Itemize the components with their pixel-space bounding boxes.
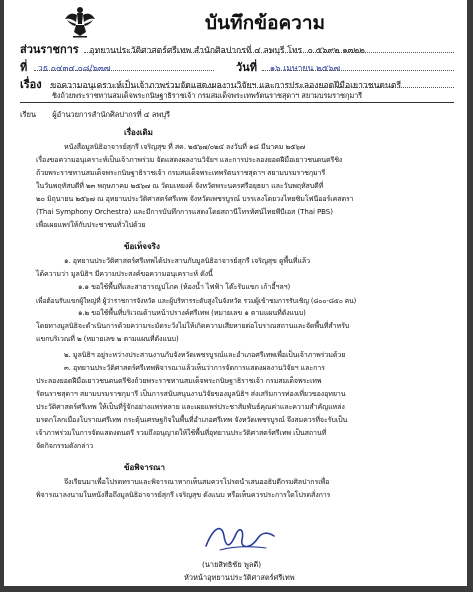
department-label: ส่วนราชการ: [20, 43, 79, 56]
reference-row: [20, 58, 110, 76]
subject-label: เรื่อง: [20, 78, 42, 91]
facts-line: แขกบริเวณที่ ๒ (หมายเลข ๒ ตามแผนที่ดังแนบ): [36, 334, 179, 343]
addressee-row: [20, 109, 170, 121]
origin-line: หนังสือมูลนิธิอาจารย์สุกรี เจริญสุข ที่ สค. ๒๕๖๗/๐๒๔ ลงวันที่ ๑๘ มีนาคม ๒๕๖๗: [64, 142, 305, 151]
origin-line: (Thai Symphony Orchestra) และมีการบันทึกการแสดงโดยสถานีโทรทัศน์ไทยพีบีเอส (Thai PBS): [36, 207, 333, 216]
facts-heading: ข้อเท็จจริง: [124, 242, 160, 251]
origin-line: เรื่องขอความอนุเคราะห์เป็นเจ้าภาพร่วม จัดแสดงผลงานวิจัยฯ และการประลองยอดฝีมือเยาวชนดนตรีชิง: [36, 155, 343, 164]
subject-dotline: [50, 87, 454, 88]
origin-line: เพื่อเผยแพร่ให้กับประชาชนทั่วไปด้วย: [36, 220, 146, 229]
facts-line: ๑. อุทยานประวัติศาสตร์ศรีเทพได้ประสานกับมูลนิธิอาจารย์สุกรี เจริญสุข ดูพื้นที่แล้ว: [64, 256, 310, 265]
signer-position: หัวหน้าอุทยานประวัติศาสตร์ศรีเทพ: [184, 573, 295, 582]
facts-line: ๑.๒ ขอใช้พื้นที่บริเวณด้านหน้าปรางค์ศรีเทพ (หมายเลข ๑ ตามแผนที่ดังแนบ): [78, 308, 306, 317]
department-value: อุทยานประวัติศาสตร์ศรีเทพ สำนักศิลปากรที่ ๔ ลพบุรี โทร. ๐ ๕๖๙๒ ๑๓๒๒: [89, 46, 365, 56]
origin-line: ในวันพฤหัสบดีที่ ๒๓ พฤษภาคม ๒๕๖๗ ณ วัดมเหยงค์ จังหวัดพระนครศรีอยุธยา และวันพฤหัสบดีที่: [36, 181, 324, 190]
viewer-frame-bottom: [0, 586, 473, 592]
viewer-frame-right: [467, 0, 473, 592]
addressee-label: เรียน: [20, 110, 36, 119]
facts-line: ๒. มูลนิธิฯ อยู่ระหว่างประสานงานกับจังหวัดเพชรบูรณ์และอำเภอศรีเทพเพื่อเป็นเจ้าภาพร่วมด้วย: [64, 350, 346, 359]
signer-name: (นายสิทธิชัย พูลดี): [202, 560, 262, 569]
subject-line-1: ขอความอนุเคราะห์เป็นเจ้าภาพร่วมจัดแสดงผลงานวิจัยฯ และการประลองยอดฝีมือเยาวชนดนตรี: [50, 81, 402, 91]
date-value: ๑๖ เมษายน ๒๕๖๗: [269, 64, 341, 74]
proposal-line: จึงเรียนมาเพื่อโปรดทราบและพิจารณาหากเห็นสมควรโปรดนำเสนออธิบดีกรมศิลปากรเพื่อ: [64, 477, 330, 486]
date-row: [236, 58, 340, 76]
garuda-emblem-icon: [64, 4, 96, 38]
date-label: วันที่: [236, 61, 257, 74]
subject-line-2: ชิงถ้วยพระราชทานสมเด็จพระกนิษฐาธิราชเจ้า กรมสมเด็จพระเทพรัตนราชสุดาฯ สยามบรมราชกุมารี: [52, 91, 363, 100]
origin-heading: เรื่องเดิม: [124, 128, 153, 137]
memo-title: บันทึกข้อความ: [205, 12, 326, 34]
facts-line: เจ้าภาพร่วมในการจัดแสดงดนตรี รวมถึงอนุญาตให้ใช้พื้นที่อุทยานประวัติศาสตร์ศรีเทพ เป็นสถานที่: [36, 428, 327, 437]
facts-line: เพื่อต้อนรับแขกผู้ใหญ่ที่ ผู้ว่าราชการจังหวัด และผู้บริหารระดับสูงในจังหวัด รวมผู้เข้าชมการรับเชิญ (๘๐๐-๘๕๐ คน): [36, 297, 357, 305]
facts-line: ๑.๑ ขอใช้พื้นที่และสาธารณูปโภค (ห้องน้ำ ไฟฟ้า โต๊ะรับแขก เก้าอี้ฯลฯ): [78, 282, 291, 291]
department-dotline: [84, 52, 454, 53]
reference-value: วธ ๐๔๓๔.๐๘/๖๓๗: [38, 64, 111, 74]
facts-line: ๓. อุทยานประวัติศาสตร์ศรีเทพพิจารณาแล้วเห็นว่าการจัดการแสดงผลงานวิจัยฯ และการ: [64, 363, 325, 372]
viewer-frame-left: [0, 0, 4, 592]
facts-line: โดยทางมูลนิธิจะดำเนินการด้วยความระมัดระวังไม่ให้เกิดความเสียหายต่อโบราณสถานและจัดพื้นที่สำหรับ: [36, 321, 350, 330]
handwritten-signature: [200, 520, 280, 556]
reference-label: ที่: [20, 61, 28, 74]
facts-line: รัตนราชสุดาฯ สยามบรมราชกุมารี เป็นการสนับสนุนงานวิจัยของมูลนิธิฯ ส่งเสริมการท่องเที่ยวของอุทยาน: [36, 389, 346, 398]
reference-dotline: [34, 70, 214, 71]
origin-line: ๒๐ มิถุนายน ๒๕๖๗ ณ อุทยานประวัติศาสตร์ศรีเทพ จังหวัดเพชรบูรณ์ บรรเลงโดยวงไทยซิมโฟนีออร์เคสตรา: [36, 194, 354, 203]
facts-line: จัดกิจกรรมดังกล่าว: [36, 441, 94, 450]
proposal-line: พิจารณาลงนามในหนังสือถึงมูลนิธิอาจารย์สุกรี เจริญสุข ดังแนบ หรือเห็นควรประการใดโปรดสั่งการ: [36, 490, 331, 499]
facts-line: ประวัติศาสตร์ศรีเทพ ให้เป็นที่รู้จักอย่างแพร่หลาย และเผยแพร่ประชาสัมพันธ์คุณค่าและความสำคัญแหล่ง: [36, 402, 345, 411]
facts-line: ได้ความว่า มูลนิธิฯ มีความประสงค์ขอความอนุเคราะห์ ดังนี้: [36, 269, 213, 278]
proposal-heading: ข้อพิจารณา: [124, 463, 165, 472]
addressee-value: ผู้อำนวยการสำนักศิลปากรที่ ๔ ลพบุรี: [52, 110, 170, 119]
origin-line: ถ้วยพระราชทานสมเด็จพระกนิษฐาธิราชเจ้า กรมสมเด็จพระเทพรัตนราชสุดาฯ สยามบรมราชกุมารี: [36, 168, 326, 177]
facts-line: ประลองยอดฝีมือเยาวชนดนตรีชิงถ้วยพระราชทานสมเด็จพระกนิษฐาธิราชเจ้า กรมสมเด็จพระเทพ: [36, 376, 322, 385]
date-dotline: [262, 70, 454, 71]
header-divider: [20, 102, 454, 103]
facts-line: มรดกโลกเมืองโบราณศรีเทพ กระตุ้นเศรษฐกิจในพื้นที่อำเภอศรีเทพ จังหวัดเพชรบูรณ์ จึงสมควรที่จะรับเป็น: [36, 415, 348, 424]
department-row: [20, 40, 365, 58]
